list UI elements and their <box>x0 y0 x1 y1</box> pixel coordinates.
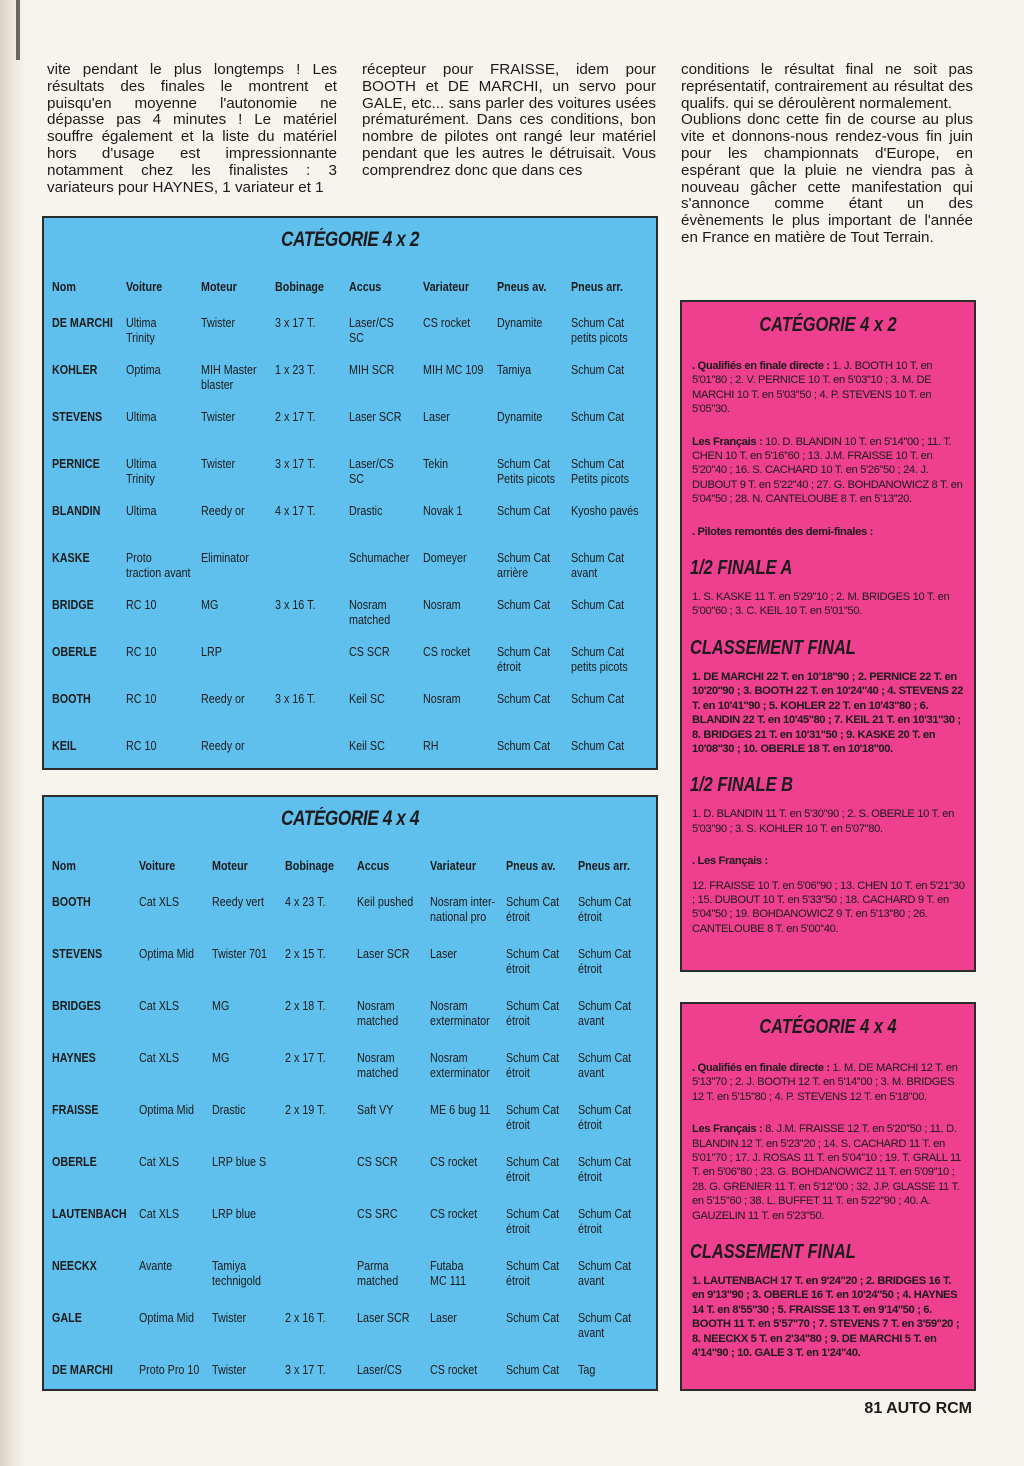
table-cell: Schum Cat étroit <box>505 1259 559 1288</box>
table-cell: Schum Cat avant <box>578 1051 632 1080</box>
table-cell: Schum Cat étroit <box>578 1103 632 1132</box>
table-cell: Schum Cat <box>571 410 625 424</box>
table-cell: OBERLE <box>52 1155 97 1169</box>
qualifies-4x4: . Qualifiés en finale directe : 1. M. DE MARCHI 12 T. en 5'13''70 ; 2. J. BOOTH 12 T. en 5'14''00 ; 3. M. BRIDGES 12 T. en 5'15''80 ; 4. P. STEVENS 12 T. en 5'18''00. <box>692 1062 958 1103</box>
column-header: Accus <box>349 280 382 294</box>
table-cell: 2 x 19 T. <box>285 1103 326 1117</box>
table-cell: Cat XLS <box>138 895 179 909</box>
table-cell: KOHLER <box>52 363 98 377</box>
table-box-4x4 <box>42 795 658 1391</box>
qualifies-text: 1. J. BOOTH 10 T. en 5'01''80 ; 2. V. PERNICE 10 T. en 5'03''10 ; 3. M. DE MARCHI 10 T. en 5'03''50 ; 4. P. STEVENS 10 T. en 5'05''30. <box>692 360 933 416</box>
table-cell: Cat XLS <box>138 999 179 1013</box>
column-header: Nom <box>52 859 76 873</box>
table-cell: Schum Cat <box>505 1311 559 1325</box>
column-header: Bobinage <box>285 859 335 873</box>
table-cell: LRP blue <box>212 1207 257 1221</box>
table-cell: Keil SC <box>349 692 385 706</box>
table-cell: Avante <box>138 1259 173 1273</box>
table-cell: Parma matched <box>357 1259 399 1288</box>
table-cell: CS rocket <box>429 1363 478 1377</box>
table-row <box>52 739 651 786</box>
table-cell: Proto traction avant <box>126 551 191 580</box>
table-cell: Dynamite <box>497 316 543 330</box>
column-header: Variateur <box>429 859 476 873</box>
table-cell: BLANDIN <box>52 504 101 518</box>
column-header: Voiture <box>138 859 176 873</box>
page-number: 81 <box>864 1400 883 1417</box>
table-cell: Drastic <box>212 1103 246 1117</box>
table-cell: Schum Cat <box>571 598 625 612</box>
table-cell: Drastic <box>349 504 383 518</box>
table-cell: 3 x 16 T. <box>275 598 316 612</box>
table-cell: MG <box>212 1051 230 1065</box>
table-row <box>52 895 656 947</box>
table-cell: 2 x 15 T. <box>285 947 326 961</box>
page-footer <box>864 1400 972 1418</box>
table-cell: CS rocket <box>423 645 471 659</box>
table-row <box>52 1155 656 1207</box>
table-cell: RH <box>423 739 439 753</box>
table-cell: Nosram inter- national pro <box>429 895 496 924</box>
table-cell: RC 10 <box>126 598 157 612</box>
table-cell: Ultima <box>126 410 157 424</box>
table-cell: Laser <box>429 947 457 961</box>
table-cell: RC 10 <box>126 692 157 706</box>
column-header: Accus <box>357 859 390 873</box>
table-cell: Laser/CS SC <box>349 316 394 345</box>
table-cell: Schum Cat étroit <box>505 1103 559 1132</box>
table-cell: Optima Mid <box>138 1311 194 1325</box>
table-cell: Nosram matched <box>349 598 391 627</box>
table-cell: RC 10 <box>126 645 157 659</box>
table-cell: Keil pushed <box>357 895 414 909</box>
table-cell: Schum Cat Petits picots <box>497 457 556 486</box>
table-cell: Schum Cat étroit <box>578 895 632 924</box>
table-cell <box>275 551 349 598</box>
francais2-text: 12. FRAISSE 10 T. en 5'06''90 ; 13. CHEN 10 T. en 5'21''30 ; 15. DUBOUT 10 T. en 5'33''50 ; 18. CACHARD 9 T. en 5'04''50 ; 19. BOHDANOWICZ 9 T. en 5'13''80 ; 26. CANTELOUBE 8 T. en 5'00''40. <box>692 879 965 935</box>
table-cell: Reedy vert <box>212 895 265 909</box>
table-cell: Twister <box>212 1363 247 1377</box>
table-cell: Schum Cat petits picots <box>571 645 628 674</box>
table-row <box>52 947 656 999</box>
table-cell: Schum Cat <box>571 363 625 377</box>
table-cell: Kyosho pavés <box>571 504 639 518</box>
equipment-table-4x4 <box>52 859 656 1415</box>
table-cell: PERNICE <box>52 457 100 471</box>
column-header: Pneus av. <box>505 859 556 873</box>
table-cell: RC 10 <box>126 739 157 753</box>
table-cell: KEIL <box>52 739 77 753</box>
table-title-4x4: CATÉGORIE 4 x 4 <box>280 807 420 830</box>
article-column-2 <box>362 62 656 180</box>
column-header: Moteur <box>212 859 249 873</box>
column-header: Pneus av. <box>497 280 547 294</box>
table-cell: Schum Cat <box>497 598 551 612</box>
table-row <box>52 1259 656 1311</box>
table-cell: Schum Cat <box>497 504 551 518</box>
table-cell: CS SRC <box>357 1207 398 1221</box>
article-text-2: récepteur pour FRAISSE, idem pour BOOTH et DE MARCHI, un servo pour GALE, etc... sans parler des voitures usées prématurément. Dans ces conditions, bon nombre de pilotes ont rangé leur matériel pendant que les autres le détruisait. Vous comprendrez donc que dans ces <box>362 61 656 179</box>
classement-final-text-4x2: 1. DE MARCHI 22 T. en 10'18''90 ; 2. PERNICE 22 T. en 10'20''90 ; 3. BOOTH 22 T. en 10'24''40 ; 4. STEVENS 22 T. en 10'41''90 ; 5. KOHLER 22 T. en 10'43''80 ; 6. BLANDIN 22 T. en 10'45''80 ; 7. KEIL 21 T. en 10'31''30 ; 8. BRIDGES 21 T. en 10'31''50 ; 9. KASKE 20 T. en 10'08''30 ; 10. OBERLE 18 T. en 10'18''00. <box>692 670 963 755</box>
table-cell: Laser/CS SC <box>349 457 394 486</box>
table-cell: Twister <box>201 457 236 471</box>
table-row <box>52 1363 656 1415</box>
table-cell: MIH SCR <box>349 363 395 377</box>
article-text-3b: Oublions donc cette fin de course au plus vite et donnons-nous rendez-vous fin juin pour les championnats d'Europe, en espérant que la pluie ne viendra pas à nouveau gâcher cette manifestation qui s'annonce comme étant un des évènements le plus important de l'année en France en matière de Tout Terrain. <box>681 111 973 246</box>
table-cell: MIH MC 109 <box>423 363 484 377</box>
table-cell <box>285 1155 357 1207</box>
table-cell: Schum Cat arrière <box>497 551 551 580</box>
table-cell: Schum Cat étroit <box>578 1207 632 1236</box>
table-cell: Nosram <box>423 598 461 612</box>
table-title-4x2: CATÉGORIE 4 x 2 <box>280 228 420 251</box>
table-cell: CS SCR <box>357 1155 398 1169</box>
table-cell: Cat XLS <box>138 1155 179 1169</box>
table-row <box>52 457 651 504</box>
table-cell: Schum Cat <box>571 692 625 706</box>
table-row <box>52 1207 656 1259</box>
table-cell: Optima Mid <box>138 1103 194 1117</box>
table-cell <box>275 739 349 786</box>
table-cell: Schum Cat avant <box>578 999 632 1028</box>
table-cell: 2 x 17 T. <box>275 410 316 424</box>
table-row <box>52 598 651 645</box>
table-cell <box>285 1207 357 1259</box>
table-cell: Twister <box>201 316 236 330</box>
table-cell: Ultima <box>126 504 157 518</box>
finale-b-text: 1. D. BLANDIN 11 T. en 5'30''90 ; 2. S. OBERLE 10 T. en 5'03''90 ; 3. S. KOHLER 10 T. en 5'07''80. <box>692 808 955 835</box>
table-cell: Nosram matched <box>357 1051 399 1080</box>
article-column-1 <box>47 62 337 196</box>
table-cell: Keil SC <box>349 739 385 753</box>
column-header: Pneus arr. <box>571 280 624 294</box>
table-cell: Laser SCR <box>349 410 402 424</box>
classement-final-title-4x4: CLASSEMENT FINAL <box>690 1241 856 1264</box>
table-cell: BOOTH <box>52 895 91 909</box>
table-cell: MG <box>201 598 219 612</box>
table-cell: Schum Cat Petits picots <box>571 457 630 486</box>
qualifies-4x2 <box>692 359 966 417</box>
column-header: Pneus arr. <box>578 859 631 873</box>
table-cell: Cat XLS <box>138 1051 179 1065</box>
table-cell: Twister 701 <box>212 947 268 961</box>
francais-label: Les Français : <box>692 435 763 448</box>
francais-4x4: Les Français : 8. J.M. FRAISSE 12 T. en 5'20''50 ; 11. D. BLANDIN 12 T. en 5'23''20 ; 14. S. CACHARD 11 T. en 5'01''70 ; 17. J. ROSAS 11 T. en 5'04''10 ; 19. T. GRALL 11 T. en 5'06''80 ; 23. G. BOHDANOWICZ 11 T. en 5'09''10 ; 28. G. GRENIER 11 T. en 5'12''00 ; 32. J.P. GLASSE 11 T. en 5'15''60 ; 38. L. BUFFET 11 T. en 5'22''90 ; 40. A. GAUZELIN 11 T. en 5'23''50. <box>692 1123 961 1222</box>
column-header: Nom <box>52 280 76 294</box>
table-cell: NEECKX <box>52 1259 97 1273</box>
results-title-4x4: CATÉGORIE 4 x 4 <box>759 1016 897 1038</box>
table-cell: Dynamite <box>497 410 543 424</box>
results-box-4x4 <box>680 1002 976 1391</box>
classement-final-text-4x4: 1. LAUTENBACH 17 T. en 9'24''20 ; 2. BRIDGES 16 T. en 9'13''90 ; 3. OBERLE 16 T. en 10'24''50 ; 4. HAYNES 14 T. en 8'55''30 ; 5. FRAISSE 13 T. en 9'14''50 ; 6. BOOTH 11 T. en 5'57''70 ; 7. STEVENS 7 T. en 3'59''20 ; 8. NEECKX 5 T. en 2'34''80 ; 9. DE MARCHI 5 T. en 4'14''90 ; 10. GALE 3 T. en 1'24''40. <box>692 1275 960 1360</box>
table-cell: Eliminator <box>201 551 249 565</box>
table-cell: STEVENS <box>52 947 103 961</box>
table-cell: Reedy or <box>201 504 245 518</box>
table-cell: Schum Cat étroit <box>505 1155 559 1184</box>
table-cell: DE MARCHI <box>52 316 113 330</box>
equipment-table-4x2 <box>52 280 651 786</box>
table-cell: Tekin <box>423 457 449 471</box>
table-cell: CS rocket <box>423 316 471 330</box>
table-cell: 3 x 17 T. <box>285 1363 326 1377</box>
table-cell: Schum Cat petits picots <box>571 316 628 345</box>
table-cell: CS rocket <box>429 1155 478 1169</box>
magazine-name: AUTO RCM <box>886 1400 972 1417</box>
classement-final-title-4x2: CLASSEMENT FINAL <box>690 636 856 659</box>
table-cell: Schum Cat <box>497 692 551 706</box>
francais-4x2 <box>692 435 966 507</box>
table-cell: Schum Cat <box>497 739 551 753</box>
table-cell: Schum Cat étroit <box>497 645 551 674</box>
table-cell: BOOTH <box>52 692 91 706</box>
table-cell: 4 x 23 T. <box>285 895 326 909</box>
table-cell: LRP blue S <box>212 1155 267 1169</box>
remontes-label: . Pilotes remontés des demi-finales : <box>692 525 874 538</box>
table-cell: Optima Mid <box>138 947 194 961</box>
table-cell: Nosram <box>423 692 461 706</box>
table-cell: Schum Cat étroit <box>578 1155 632 1184</box>
table-cell: 2 x 16 T. <box>285 1311 326 1325</box>
column-header: Variateur <box>423 280 470 294</box>
finale-a-title: 1/2 FINALE A <box>690 557 793 580</box>
francais2-label: . Les Français : <box>692 855 768 868</box>
table-cell: Schum Cat étroit <box>505 1051 559 1080</box>
article-text-1: vite pendant le plus longtemps ! Les résultats des finales le montrent et puisqu'en moyenne l'autonomie ne dépasse pas 4 minutes ! Le matériel souffre également et la liste du matériel hors d'usage est impressionnante notamment chez les finalistes : 3 variateurs pour HAYNES, 1 variateur et 1 <box>47 61 337 196</box>
table-cell: Cat XLS <box>138 1207 179 1221</box>
column-header: Bobinage <box>275 280 325 294</box>
table-cell: Laser <box>429 1311 457 1325</box>
table-row <box>52 410 651 457</box>
table-cell: Tag <box>578 1363 596 1377</box>
table-cell: MIH Master blaster <box>201 363 257 392</box>
table-cell: Nosram matched <box>357 999 399 1028</box>
table-cell: Schum Cat avant <box>571 551 625 580</box>
table-cell: Optima <box>126 363 161 377</box>
table-cell: Schum Cat étroit <box>578 947 632 976</box>
table-cell: Reedy or <box>201 692 245 706</box>
page-spine <box>0 0 26 1466</box>
table-cell: BRIDGE <box>52 598 94 612</box>
table-cell: 2 x 18 T. <box>285 999 326 1013</box>
table-cell: Schumacher <box>349 551 410 565</box>
table-cell: Laser SCR <box>357 947 410 961</box>
table-cell: Saft VY <box>357 1103 394 1117</box>
table-cell: Schum Cat étroit <box>505 1207 559 1236</box>
table-cell: Tamiya <box>497 363 532 377</box>
table-cell: OBERLE <box>52 645 97 659</box>
results-box-4x2 <box>680 300 976 972</box>
table-cell: Laser SCR <box>357 1311 410 1325</box>
table-cell: GALE <box>52 1311 82 1325</box>
table-cell: LRP <box>201 645 222 659</box>
column-header: Voiture <box>126 280 163 294</box>
table-row <box>52 363 651 410</box>
table-cell: Proto Pro 10 <box>138 1363 200 1377</box>
table-box-4x2 <box>42 216 658 770</box>
table-row <box>52 645 651 692</box>
table-row <box>52 316 651 363</box>
table-cell: Domeyer <box>423 551 467 565</box>
table-cell: MG <box>212 999 230 1013</box>
table-cell: LAUTENBACH <box>52 1207 127 1221</box>
table-cell: Ultima Trinity <box>126 457 157 486</box>
table-row <box>52 1311 656 1363</box>
finale-a-text: 1. S. KASKE 11 T. en 5'29''10 ; 2. M. BRIDGES 10 T. en 5'00''60 ; 3. C. KEIL 10 T. en 5'01''50. <box>692 591 950 618</box>
table-cell: HAYNES <box>52 1051 96 1065</box>
table-cell: KASKE <box>52 551 90 565</box>
table-cell: 3 x 17 T. <box>275 457 316 471</box>
table-cell: Tamiya technigold <box>212 1259 262 1288</box>
table-cell: Schum Cat étroit <box>505 947 559 976</box>
article-column-3 <box>681 62 973 247</box>
table-cell: STEVENS <box>52 410 103 424</box>
table-cell: ME 6 bug 11 <box>429 1103 491 1117</box>
table-cell: Futaba MC 111 <box>429 1259 467 1288</box>
table-cell: Schum Cat étroit <box>505 895 559 924</box>
table-cell: Nosram exterminator <box>429 1051 490 1080</box>
table-cell: Schum Cat <box>571 739 625 753</box>
table-cell: CS SCR <box>349 645 390 659</box>
table-row <box>52 504 651 551</box>
table-cell: 1 x 23 T. <box>275 363 316 377</box>
table-cell: Schum Cat étroit <box>505 999 559 1028</box>
table-row <box>52 1103 656 1155</box>
table-header-row <box>52 859 656 895</box>
table-cell: Twister <box>212 1311 247 1325</box>
table-cell: Schum Cat <box>505 1363 559 1377</box>
table-cell: Reedy or <box>201 739 245 753</box>
table-row <box>52 999 656 1051</box>
table-cell: Laser/CS <box>357 1363 402 1377</box>
table-cell: Nosram exterminator <box>429 999 490 1028</box>
table-header-row <box>52 280 651 316</box>
table-cell: 4 x 17 T. <box>275 504 316 518</box>
table-cell: DE MARCHI <box>52 1363 113 1377</box>
table-cell: Schum Cat avant <box>578 1259 632 1288</box>
article-text-3a: conditions le résultat final ne soit pas représentatif, contrairement au résultat des qualifs. qui se déroulèrent normalement. <box>681 61 973 112</box>
table-row <box>52 692 651 739</box>
results-title-4x2: CATÉGORIE 4 x 2 <box>759 314 897 336</box>
table-cell <box>275 645 349 692</box>
table-row <box>52 1051 656 1103</box>
table-cell: Ultima Trinity <box>126 316 157 345</box>
table-cell: 3 x 17 T. <box>275 316 316 330</box>
finale-b-title: 1/2 FINALE B <box>690 774 793 797</box>
table-cell: Schum Cat avant <box>578 1311 632 1340</box>
table-cell <box>285 1259 357 1311</box>
qualifies-label: . Qualifiés en finale directe : <box>692 360 830 372</box>
table-row <box>52 551 651 598</box>
table-cell: Novak 1 <box>423 504 463 518</box>
table-cell: 2 x 17 T. <box>285 1051 326 1065</box>
table-cell: CS rocket <box>429 1207 478 1221</box>
table-cell: Laser <box>423 410 450 424</box>
table-cell: Twister <box>201 410 236 424</box>
table-cell: BRIDGES <box>52 999 101 1013</box>
table-cell: FRAISSE <box>52 1103 99 1117</box>
column-header: Moteur <box>201 280 237 294</box>
table-cell: 3 x 16 T. <box>275 692 316 706</box>
francais-text: 10. D. BLANDIN 10 T. en 5'14''00 ; 11. T. CHEN 10 T. en 5'16''60 ; 13. J.M. FRAISSE 10 T. en 5'20''40 ; 16. S. CACHARD 10 T. en 5'26''50 ; 24. J. DUBOUT 9 T. en 5'22''40 ; 27. G. BOHDANOWICZ 8 T. en 5'04''50 ; 28. N. CANTELOUBE 8 T. en 5'13''20. <box>692 435 963 506</box>
